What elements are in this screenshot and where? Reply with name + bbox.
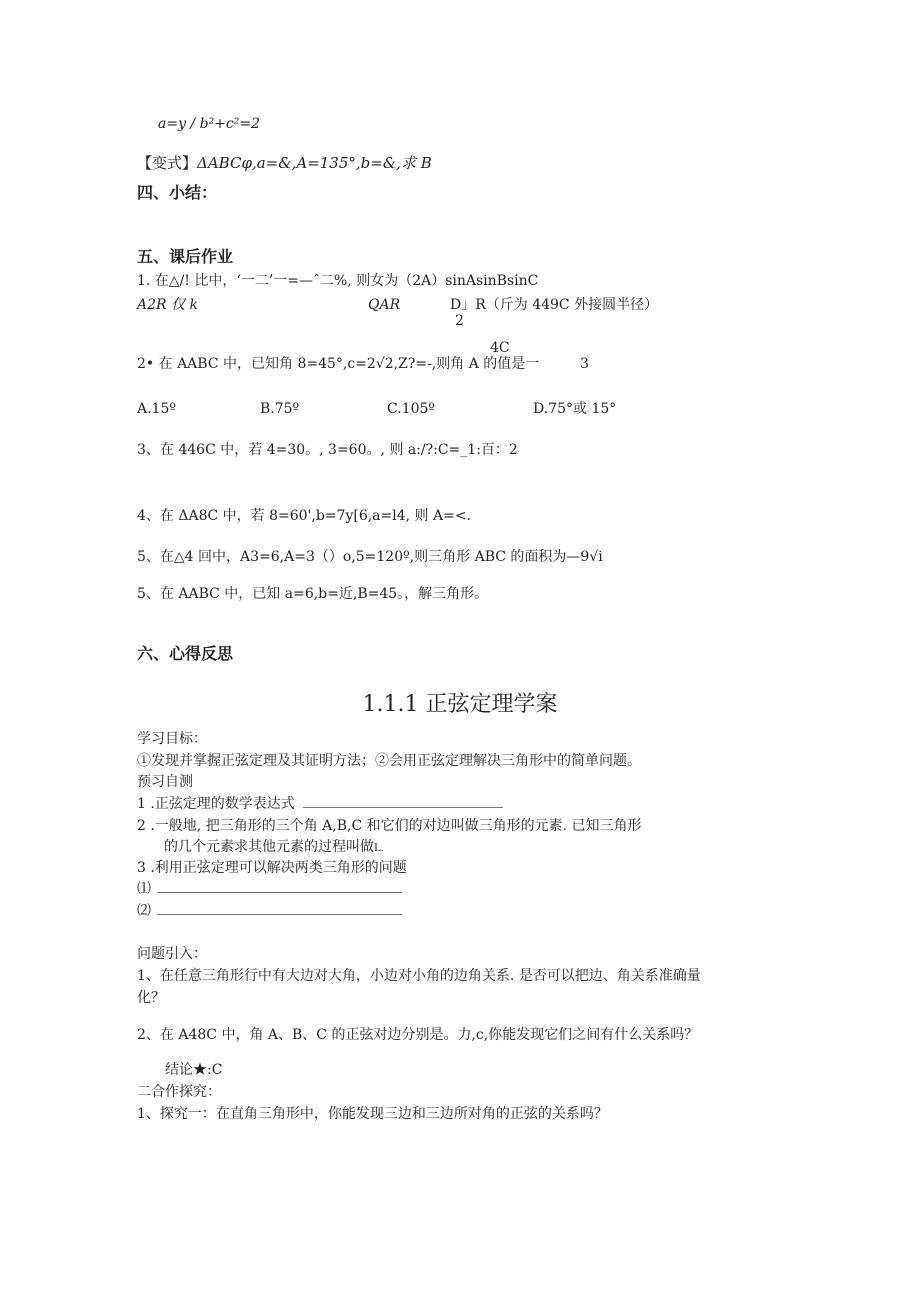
reflection-heading: 六、心得反思 [137, 644, 234, 663]
hw-q3: 3、在 446C 中，若 4=30。, 3=60。, 则 a:/?:C=_1:百：2 [137, 442, 518, 458]
preview-item-1-text: 1 .正弦定理的数学表达式 [137, 796, 295, 812]
variant-prefix: 【变式】 [137, 154, 198, 172]
preview-item-1 [137, 795, 503, 813]
summary-heading: 四、小结： [137, 183, 218, 202]
blank-label: ⑴ [137, 881, 151, 897]
conclusion: 结论★:C [165, 1062, 223, 1078]
cooperation-label: 二合作探究： [137, 1084, 221, 1100]
hw-q1-option-d: D」R（斤为 449C 外接圆半径） [450, 297, 659, 313]
hw-q5b: 5、在 AABC 中，已知 a=6,b=近,B=45。，解三角形。 [137, 586, 489, 602]
preview-item-3-blank-2 [137, 902, 402, 920]
hw-q2-option: B.75º [260, 401, 300, 417]
homework-heading: 五、课后作业 [137, 247, 234, 266]
blank-label: ⑵ [137, 903, 151, 919]
preview-item-2-line1: 2 .一般地, 把三角形的三个角 A,B,C 和它们的对边叫做三角形的元素. 已知三角形 [137, 818, 642, 834]
objectives-text: ①发现并掌握正弦定理及其证明方法；②会用正弦定理解决三角形中的简单问题。 [137, 753, 641, 769]
hw-q2-option: C.105º [387, 401, 435, 417]
hw-q1-option-c: QAR [368, 297, 401, 313]
formula-line: a=y / b²+c²=2 [158, 116, 260, 132]
hw-q5a: 5、在△4 回中，A3=6,A=3（）o,5=120º,则三角形 ABC 的面积为—9√i [137, 549, 603, 565]
answer-blank [157, 880, 402, 893]
hw-q2-option: D.75°或 15° [533, 401, 617, 417]
page-title: 1.1.1 正弦定理学案 [362, 692, 558, 717]
intro-label: 问题引入： [137, 946, 207, 962]
preview-item-3-blank-1 [137, 880, 402, 898]
intro-q1-line2: 化？ [137, 990, 165, 1006]
intro-q2: 2、在 A48C 中，角 A、B、C 的正弦对边分别是。力,c,你能发现它们之间有什么关系吗？ [137, 1027, 699, 1043]
preview-item-2-line2 [164, 838, 384, 858]
hw-q2-tail: 3 [580, 356, 589, 372]
answer-blank [303, 795, 503, 808]
objectives-label: 学习目标： [137, 731, 207, 747]
hw-q2-superscript: 4C [490, 340, 510, 356]
hw-q2-line: 2• 在 AABC 中，已知角 8=45°,c=2√2,Z?=-,则角 A 的值是一 [137, 356, 540, 372]
hw-q1-line1: 1. 在△/! 比中，‘一二’一=—ˆ二%, 则女为（2A）sinAsinBsinC [137, 273, 539, 289]
hw-q2-option: A.15º [137, 401, 176, 417]
preview-item-2-mark: L. [374, 843, 384, 854]
variant-body: ΔABCφ,a=&,A=135°,b=&,求 B [197, 154, 432, 172]
hw-q1-subscript: 2 [455, 313, 464, 329]
intro-q1-line1: 1、在任意三角形行中有大边对大角，小边对小角的边角关系. 是否可以把边、角关系准确量 [137, 968, 701, 984]
preview-label: 预习自测 [137, 774, 193, 790]
preview-item-2-text: 的几个元素求其他元素的过程叫做 [164, 839, 374, 855]
hw-q1-option-a: A2R 仅 k [137, 297, 198, 313]
cooperation-q1: 1、探究一：在直角三角形中，你能发现三边和三边所对角的正弦的关系吗？ [137, 1106, 608, 1122]
answer-blank [157, 902, 402, 915]
preview-item-3: 3 .利用正弦定理可以解决两类三角形的问题 [137, 860, 407, 876]
variant-line [137, 154, 432, 172]
hw-q4: 4、在 ΔA8C 中，若 8=60',b=7y[6,a=l4, 则 A=<. [137, 508, 472, 524]
